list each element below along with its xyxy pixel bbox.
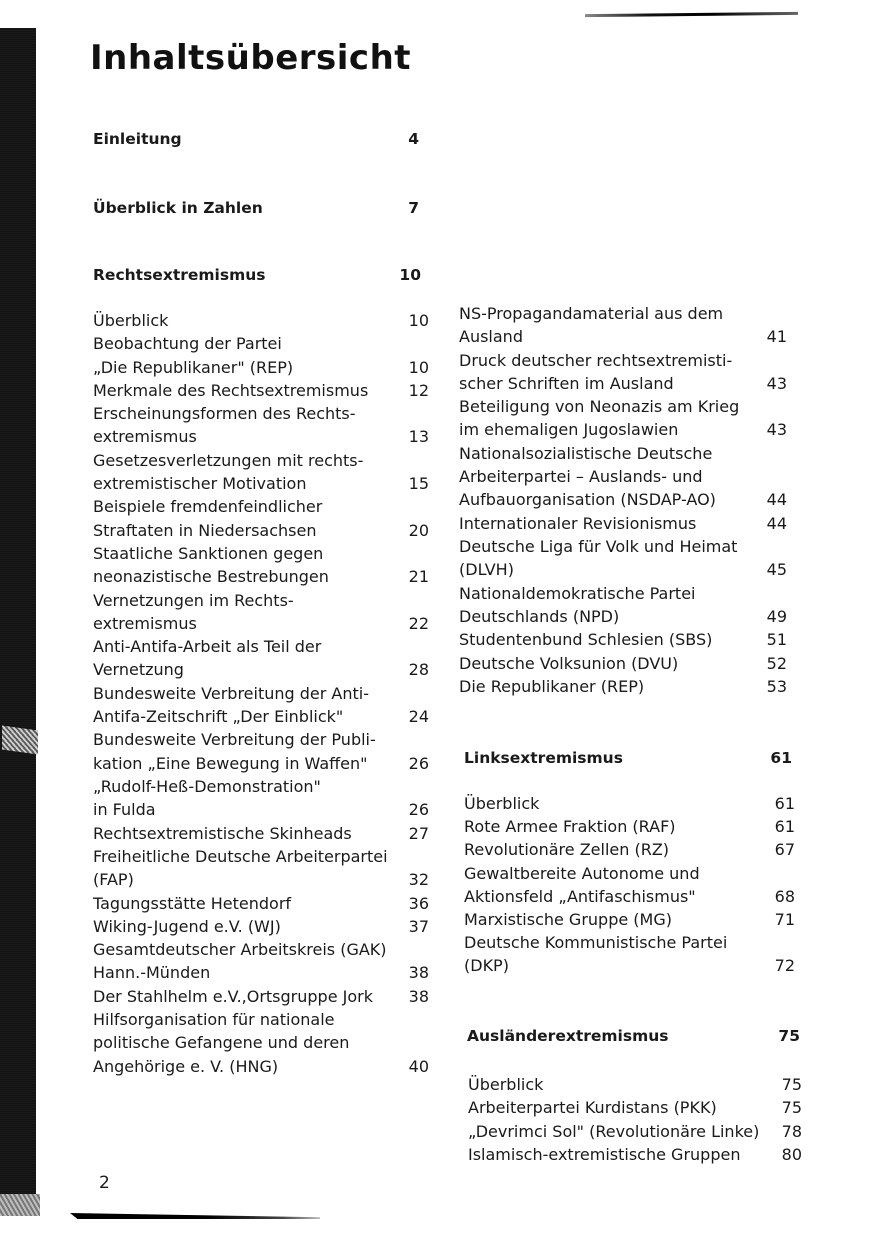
toc-entry-label: Beteiligung von Neonazis am Krieg: [459, 397, 740, 417]
toc-entry[interactable]: [93, 682, 429, 729]
toc-entry-label: Überblick: [464, 794, 540, 813]
toc-entry-page: 22: [408, 613, 429, 633]
toc-entry-page: 44: [766, 490, 787, 510]
toc-entry-label: Deutsche Kommunistische Partei: [464, 933, 728, 953]
toc-entry-page: 38: [408, 963, 429, 983]
toc-entry-label: Deutsche Volksunion (DVU): [459, 653, 679, 673]
toc-entry[interactable]: [93, 822, 429, 845]
toc-entry[interactable]: [93, 775, 429, 822]
toc-entry-label: Internationaler Revisionismus: [459, 513, 697, 533]
toc-entry[interactable]: [93, 1008, 429, 1078]
toc-entry-label: Deutsche Liga für Volk und Heimat: [459, 537, 738, 556]
toc-entry-label: Deutschlands (NPD): [459, 606, 620, 626]
toc-entry[interactable]: [93, 542, 429, 589]
toc-entry[interactable]: [93, 332, 429, 379]
toc-entry-label: Straftaten in Niedersachsen: [93, 520, 317, 540]
toc-entry-label: in Fulda: [93, 800, 156, 820]
toc-entry[interactable]: [464, 862, 795, 909]
toc-entry-page: 78: [781, 1121, 802, 1141]
toc-entry-page: 13: [408, 427, 429, 447]
toc-entry-page: 27: [408, 823, 429, 843]
toc-entry[interactable]: [93, 938, 429, 985]
toc-entry-page: 41: [766, 327, 787, 347]
toc-entry[interactable]: [464, 838, 795, 861]
toc-entry-label: Gesamtdeutscher Arbeitskreis (GAK): [93, 940, 387, 960]
toc-entry-page: 10: [408, 311, 429, 330]
toc-entry-page: 53: [766, 676, 787, 696]
toc-entry-label: Druck deutscher rechtsextremisti-: [459, 350, 733, 370]
bottom-rule-line: [70, 1213, 320, 1219]
toc-entry-page: 75: [781, 1098, 802, 1118]
scan-edge-shadow: [0, 28, 36, 1198]
toc-entry-label: neonazistische Bestrebungen: [93, 567, 329, 587]
toc-entry-label: Rechtsextremistische Skinheads: [93, 823, 352, 843]
toc-entry-page: 43: [766, 373, 787, 393]
toc-entry[interactable]: [459, 395, 787, 442]
toc-entry-label: Beobachtung der Partei: [93, 334, 282, 354]
toc-entry-page: 61: [774, 817, 795, 837]
toc-label: Überblick in Zahlen: [93, 199, 263, 217]
toc-entry[interactable]: [93, 892, 429, 915]
toc-entry-page: 67: [774, 840, 795, 860]
toc-entry[interactable]: [93, 379, 429, 402]
toc-entry-page: 21: [408, 567, 429, 587]
toc-entry-page: 36: [408, 893, 429, 913]
toc-entry-label: (DKP): [464, 956, 509, 976]
toc-entry-label: Arbeiterpartei – Auslands- und: [459, 467, 703, 487]
toc-entry-page: 26: [408, 800, 429, 820]
toc-entry[interactable]: [93, 309, 429, 332]
toc-entry-label: Überblick: [468, 1075, 544, 1094]
toc-page: 7: [408, 199, 419, 217]
toc-entry-label: Gewaltbereite Autonome und: [464, 863, 700, 883]
toc-page: 75: [778, 1027, 800, 1045]
toc-entry-label: Aktionsfeld „Antifaschismus": [464, 886, 696, 906]
toc-entry[interactable]: [468, 1143, 802, 1166]
toc-entry-label: Angehörige e. V. (HNG): [93, 1056, 279, 1076]
toc-entry-label: Gesetzesverletzungen mit rechts-: [93, 450, 364, 470]
toc-entry[interactable]: [93, 449, 429, 496]
toc-label: Rechtsextremismus: [93, 266, 266, 284]
toc-entry-label: Überblick: [93, 311, 169, 330]
toc-entry-page: 40: [408, 1056, 429, 1076]
toc-entry-page: 15: [408, 474, 429, 494]
toc-entry-label: NS-Propagandamaterial aus dem: [459, 304, 724, 323]
toc-entry-label: Vernetzungen im Rechts-: [93, 590, 294, 610]
toc-entry-label: Marxistische Gruppe (MG): [464, 910, 672, 929]
toc-entry[interactable]: [93, 985, 429, 1008]
toc-entry-page: 52: [766, 653, 787, 673]
toc-entry-page: 45: [766, 560, 787, 580]
toc-entry[interactable]: [459, 675, 787, 698]
toc-entry-page: 75: [781, 1075, 802, 1094]
toc-entry-label: Aufbauorganisation (NSDAP-AO): [459, 490, 716, 510]
toc-entry[interactable]: [459, 652, 787, 675]
toc-entry-label: Ausland: [459, 327, 523, 347]
toc-section-rechtsextremismus[interactable]: [93, 264, 421, 287]
scan-artifact: [2, 725, 38, 754]
toc-entry[interactable]: [468, 1096, 802, 1119]
toc-entry[interactable]: [93, 728, 429, 775]
page-number: 2: [99, 1173, 110, 1193]
toc-entry-label: politische Gefangene und deren: [93, 1033, 350, 1053]
toc-entry-page: 26: [408, 753, 429, 773]
toc-entry-label: Vernetzung: [93, 660, 184, 680]
toc-entry-label: Arbeiterpartei Kurdistans (PKK): [468, 1098, 717, 1118]
toc-entry-page: 38: [408, 986, 429, 1006]
toc-entry[interactable]: [93, 845, 429, 892]
toc-entry[interactable]: [93, 495, 429, 542]
toc-entry-label: Die Republikaner (REP): [459, 676, 645, 696]
toc-entry-page: 24: [408, 707, 429, 727]
toc-entry-label: Islamisch-extremistische Gruppen: [468, 1144, 741, 1164]
toc-entry-page: 37: [408, 916, 429, 936]
toc-entry-label: Erscheinungsformen des Rechts-: [93, 404, 356, 424]
toc-label: Linksextremismus: [464, 749, 623, 767]
toc-entry-page: 43: [766, 420, 787, 440]
toc-entry-page: 49: [766, 606, 787, 626]
toc-entry[interactable]: [459, 582, 787, 629]
toc-entry-page: 32: [408, 870, 429, 890]
toc-entry[interactable]: [464, 908, 795, 931]
toc-entry-label: im ehemaligen Jugoslawien: [459, 420, 679, 440]
toc-entry-page: 28: [408, 660, 429, 680]
toc-entry-page: 61: [774, 794, 795, 813]
toc-entry[interactable]: [468, 1120, 802, 1143]
toc-section-einleitung[interactable]: [93, 128, 419, 151]
toc-entry-label: kation „Eine Bewegung in Waffen": [93, 753, 368, 773]
toc-section-linksextremismus[interactable]: [464, 747, 792, 770]
toc-entry-label: Wiking-Jugend e.V. (WJ): [93, 916, 281, 936]
toc-entry-page: 68: [774, 886, 795, 906]
toc-entry-label: Beispiele fremdenfeindlicher: [93, 497, 323, 517]
toc-entry[interactable]: [93, 635, 429, 682]
toc-entry-label: (DLVH): [459, 560, 514, 580]
toc-entry-page: 44: [766, 513, 787, 533]
toc-entry-label: Freiheitliche Deutsche Arbeiterpartei: [93, 846, 388, 866]
top-rule-line: [585, 12, 798, 17]
toc-entry-label: Tagungsstätte Hetendorf: [93, 893, 292, 913]
toc-entry-label: extremismus: [93, 427, 197, 447]
toc-page: 4: [408, 130, 419, 148]
toc-label: Einleitung: [93, 130, 182, 148]
toc-entry-label: Studentenbund Schlesien (SBS): [459, 630, 713, 650]
toc-entry-page: 80: [781, 1144, 802, 1164]
toc-entry[interactable]: [93, 915, 429, 938]
toc-entry-label: Staatliche Sanktionen gegen: [93, 544, 324, 563]
toc-page: 10: [399, 266, 421, 284]
toc-entry[interactable]: [468, 1073, 802, 1096]
toc-entry-page: 20: [408, 520, 429, 540]
toc-entry-label: Revolutionäre Zellen (RZ): [464, 840, 670, 860]
toc-entry-label: Anti-Antifa-Arbeit als Teil der: [93, 637, 322, 657]
toc-entry-label: Merkmale des Rechtsextremismus: [93, 380, 369, 400]
toc-entry[interactable]: [464, 792, 795, 815]
toc-entry[interactable]: [459, 628, 787, 651]
toc-entry-label: „Devrimci Sol" (Revolutionäre Linke): [468, 1121, 760, 1141]
toc-entry-label: Rote Armee Fraktion (RAF): [464, 817, 676, 837]
toc-entry[interactable]: [93, 589, 429, 636]
toc-section-auslaenderextremismus[interactable]: [467, 1025, 800, 1048]
toc-entry-page: 71: [774, 910, 795, 929]
toc-label: Ausländerextremismus: [467, 1027, 669, 1045]
toc-page: 61: [770, 749, 792, 767]
toc-entry-label: extremismus: [93, 613, 197, 633]
toc-entry-label: Nationalsozialistische Deutsche: [459, 443, 713, 463]
toc-entry[interactable]: [93, 402, 429, 449]
page-title: Inhaltsübersicht: [90, 38, 412, 78]
toc-entry[interactable]: [464, 815, 795, 838]
toc-entry-label: Hilfsorganisation für nationale: [93, 1010, 335, 1029]
toc-entry-page: 10: [408, 357, 429, 377]
toc-entry-page: 72: [774, 956, 795, 976]
toc-entry-label: „Rudolf-Heß-Demonstration": [93, 777, 321, 796]
toc-entry-page: 12: [408, 380, 429, 400]
toc-entry[interactable]: [459, 535, 787, 582]
scan-artifact: [0, 1194, 40, 1216]
toc-entry[interactable]: [459, 512, 787, 535]
toc-entry-label: Bundesweite Verbreitung der Anti-: [93, 683, 370, 703]
toc-entry[interactable]: [464, 931, 795, 978]
toc-entry-label: extremistischer Motivation: [93, 474, 307, 494]
toc-entry-label: Antifa-Zeitschrift „Der Einblick": [93, 707, 344, 727]
toc-entry-label: „Die Republikaner" (REP): [93, 357, 294, 377]
toc-entry-label: scher Schriften im Ausland: [459, 373, 674, 393]
toc-entry-label: (FAP): [93, 870, 134, 890]
toc-entry[interactable]: [459, 349, 787, 396]
toc-section-ueberblick-zahlen[interactable]: [93, 197, 419, 220]
toc-entry-label: Der Stahlhelm e.V.,Ortsgruppe Jork: [93, 986, 373, 1006]
toc-entry[interactable]: [459, 442, 787, 512]
toc-entry[interactable]: [459, 302, 787, 349]
toc-entry-label: Bundesweite Verbreitung der Publi-: [93, 730, 376, 750]
toc-entry-label: Nationaldemokratische Partei: [459, 583, 696, 603]
toc-entry-page: 51: [766, 630, 787, 650]
toc-entry-label: Hann.-Münden: [93, 963, 211, 983]
